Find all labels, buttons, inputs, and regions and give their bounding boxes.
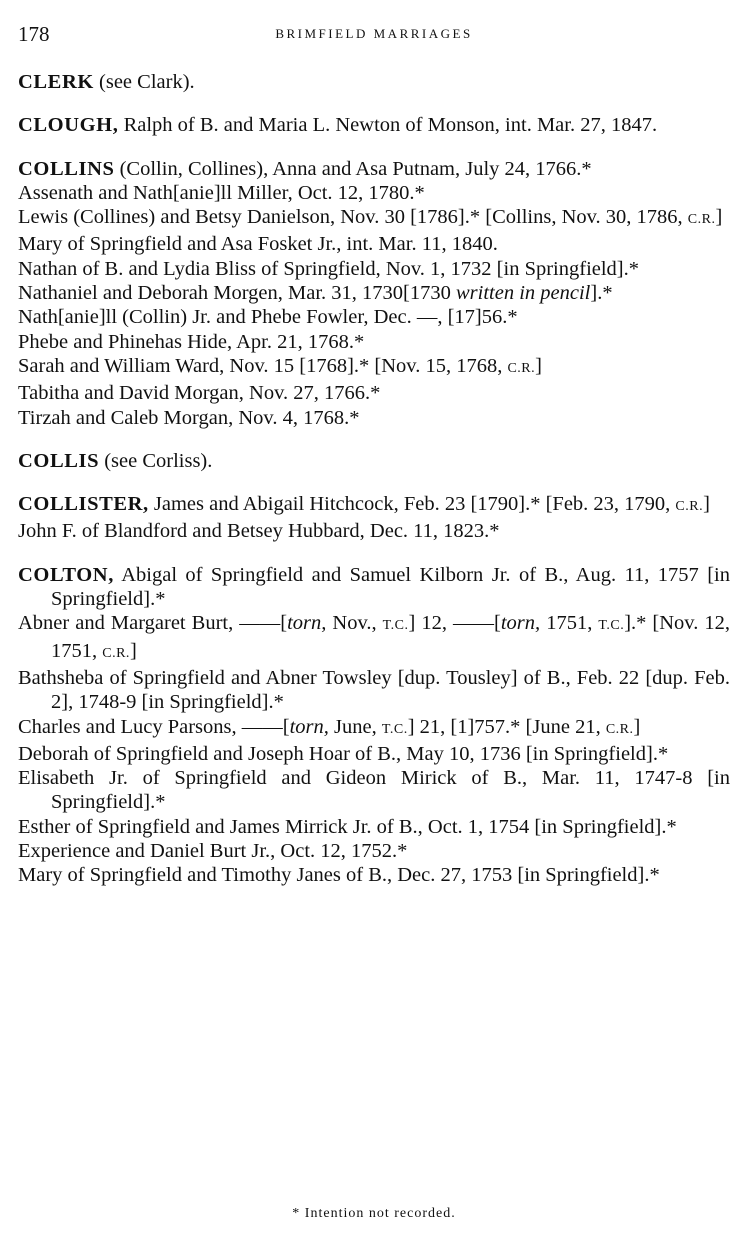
list-item bbox=[18, 863, 730, 887]
source-abbrev: T.C. bbox=[381, 721, 408, 737]
list-item bbox=[18, 563, 730, 612]
list-item bbox=[18, 406, 730, 430]
entry-text: Lewis (Collines) and Betsy Danielson, Nov. 30 [1786].* [Collins, Nov. 30, 1786, bbox=[18, 206, 688, 229]
entry-text: ] bbox=[633, 715, 641, 738]
italic-note: torn, bbox=[287, 612, 327, 635]
entry-text: ] bbox=[535, 354, 542, 377]
list-item bbox=[18, 113, 730, 137]
surname-heading: CLERK bbox=[18, 71, 94, 93]
source-abbrev: C.R. bbox=[605, 721, 634, 737]
entry-text: Ralph of B. and Maria L. Newton of Monson, int. Mar. 27, 1847. bbox=[118, 114, 658, 137]
list-item bbox=[18, 354, 730, 381]
entry-list bbox=[18, 70, 730, 888]
page-number: 178 bbox=[18, 22, 50, 46]
entry-text: Nath[anie]ll (Collin) Jr. and Phebe Fowler, Dec. —, [17]56.* bbox=[18, 306, 518, 329]
list-item bbox=[18, 157, 730, 181]
list-item bbox=[18, 330, 730, 354]
entry-text: Elisabeth Jr. of Springfield and Gideon Mirick of B., Mar. 11, 1747-8 [in Springfield].* bbox=[18, 767, 730, 814]
entry-text: ].* [Nov. 12, 1751, bbox=[51, 612, 730, 662]
entry-text: Tirzah and Caleb Morgan, Nov. 4, 1768.* bbox=[18, 406, 360, 429]
italic-note: torn, bbox=[289, 715, 329, 738]
entry-text: ] 12, ——[ bbox=[408, 612, 501, 635]
list-item bbox=[18, 715, 730, 742]
entry-text: James and Abigail Hitchcock, Feb. 23 [1790].* [Feb. 23, 1790, bbox=[148, 493, 676, 516]
list-item bbox=[18, 305, 730, 329]
entry-text: (see Corliss). bbox=[99, 449, 213, 472]
list-item bbox=[18, 232, 730, 256]
surname-heading: CLOUGH, bbox=[18, 114, 119, 137]
list-item bbox=[18, 492, 730, 519]
running-head: BRIMFIELD MARRIAGES bbox=[275, 26, 473, 41]
list-item bbox=[18, 70, 730, 94]
entry-text: Mary of Springfield and Asa Fosket Jr., int. Mar. 11, 1840. bbox=[18, 233, 498, 256]
entry-text: Deborah of Springfield and Joseph Hoar of B., May 10, 1736 [in Springfield].* bbox=[18, 742, 669, 765]
list-item bbox=[18, 666, 730, 715]
entry-text: (see Clark). bbox=[93, 71, 195, 93]
list-item bbox=[18, 766, 730, 815]
entry-text: Bathsheba of Springfield and Abner Towsley [dup. Tousley] of B., Feb. 22 [dup. Feb. 2], 1748-9 [in Springfield].* bbox=[18, 666, 730, 714]
surname-heading: COLLIS bbox=[18, 449, 100, 472]
list-item bbox=[18, 815, 730, 839]
source-abbrev: C.R. bbox=[675, 499, 704, 515]
page-header bbox=[0, 22, 748, 46]
entry-text: Nov., bbox=[326, 612, 383, 635]
source-abbrev: C.R. bbox=[687, 212, 716, 228]
list-item bbox=[18, 181, 730, 205]
entry-text: 1751, bbox=[540, 612, 599, 635]
entry-text: Tabitha and David Morgan, Nov. 27, 1766.* bbox=[18, 382, 381, 405]
entry-text: (Collin, Collines), Anna and Asa Putnam, July 24, 1766.* bbox=[114, 157, 592, 180]
source-abbrev: C.R. bbox=[102, 645, 130, 661]
list-item bbox=[18, 449, 730, 473]
entry-text: ] bbox=[703, 493, 710, 516]
list-item bbox=[18, 257, 730, 281]
entry-text: Phebe and Phinehas Hide, Apr. 21, 1768.* bbox=[18, 330, 365, 353]
list-item bbox=[18, 611, 730, 666]
italic-note: written in pencil bbox=[456, 282, 591, 305]
list-item bbox=[18, 742, 730, 766]
entry-text: ] bbox=[715, 206, 723, 229]
entry-text: Experience and Daniel Burt Jr., Oct. 12, 1752.* bbox=[18, 840, 408, 863]
surname-heading: COLLISTER, bbox=[18, 493, 149, 516]
entry-text: ] 21, [1]757.* [June 21, bbox=[407, 715, 606, 738]
footnote: * Intention not recorded. bbox=[292, 1206, 456, 1221]
entry-text: John F. of Blandford and Betsey Hubbard, Dec. 11, 1823.* bbox=[18, 520, 500, 543]
list-item bbox=[18, 281, 730, 305]
source-abbrev: T.C. bbox=[382, 618, 409, 634]
entry-text: Nathan of B. and Lydia Bliss of Springfield, Nov. 1, 1732 [in Springfield].* bbox=[18, 257, 640, 280]
entry-text: Abner and Margaret Burt, ——[ bbox=[18, 612, 288, 635]
entry-text: Assenath and Nath[anie]ll Miller, Oct. 12, 1780.* bbox=[18, 181, 425, 204]
entry-text: June, bbox=[328, 715, 382, 738]
entry-text: Esther of Springfield and James Mirrick Jr. of B., Oct. 1, 1754 [in Springfield].* bbox=[18, 815, 677, 838]
entry-text: Sarah and William Ward, Nov. 15 [1768].* [Nov. 15, 1768, bbox=[18, 354, 508, 377]
source-abbrev: T.C. bbox=[598, 618, 625, 634]
italic-note: torn, bbox=[500, 612, 541, 635]
entry-text: ].* bbox=[590, 282, 613, 305]
entry-text: Charles and Lucy Parsons, ——[ bbox=[18, 715, 290, 738]
list-item bbox=[18, 519, 730, 543]
list-item bbox=[18, 205, 730, 232]
surname-heading: COLTON, bbox=[18, 563, 114, 586]
list-item bbox=[18, 381, 730, 405]
entry-text: Nathaniel and Deborah Morgen, Mar. 31, 1730[1730 bbox=[18, 282, 456, 305]
entry-text: Mary of Springfield and Timothy Janes of B., Dec. 27, 1753 [in Springfield].* bbox=[18, 864, 660, 887]
entry-text: ] bbox=[129, 639, 137, 662]
entry-text: Abigal of Springfield and Samuel Kilborn Jr. of B., Aug. 11, 1757 [in Springfield].* bbox=[51, 563, 730, 611]
list-item bbox=[18, 839, 730, 863]
source-abbrev: C.R. bbox=[507, 360, 536, 376]
surname-heading: COLLINS bbox=[18, 157, 115, 180]
